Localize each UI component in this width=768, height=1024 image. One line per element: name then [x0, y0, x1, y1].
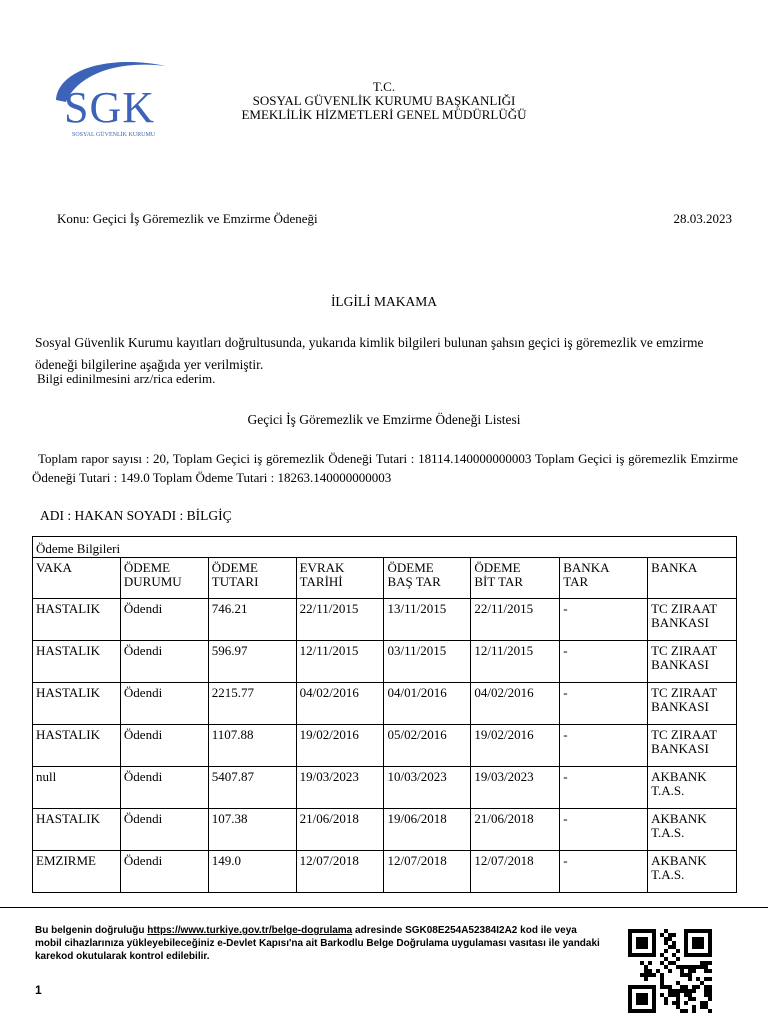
table-cell: Ödendi [120, 767, 208, 809]
table-cell: - [560, 599, 648, 641]
table-cell: Ödendi [120, 683, 208, 725]
table-cell: 596.97 [208, 641, 296, 683]
table-cell: - [560, 851, 648, 893]
table-cell: 19/03/2023 [296, 767, 384, 809]
page-number: 1 [35, 983, 42, 997]
table-cell: HASTALIK [33, 683, 121, 725]
bank-cell: TC ZIRAAT BANKASI [648, 641, 737, 683]
table-cell: 12/11/2015 [471, 641, 560, 683]
table-cell: 05/02/2016 [384, 725, 471, 767]
table-cell: 19/02/2016 [471, 725, 560, 767]
table-row [33, 851, 737, 893]
table-cell: 21/06/2018 [296, 809, 384, 851]
header-cell: ÖDEME DURUMU [120, 558, 208, 599]
table-cell: Ödendi [120, 725, 208, 767]
table-cell: 19/06/2018 [384, 809, 471, 851]
header-line-1: T.C. [372, 79, 396, 94]
table-caption: Ödeme Bilgileri [33, 537, 737, 558]
table-cell: 19/03/2023 [471, 767, 560, 809]
table-cell: Ödendi [120, 851, 208, 893]
bank-cell: TC ZIRAAT BANKASI [648, 725, 737, 767]
verification-app-name: Barkodlu Belge Doğrulama [320, 938, 449, 949]
verification-text: Bu belgenin doğruluğu https://www.turkiye.gov.tr/belge-dogrulama adresinde SGK08E254A52384I2A2 kod ile veya mobil cihazlarınıza yükleyebileceğiniz e-Devlet Kapısı'na ait Barkodlu Belge Doğrulama uygulaması vasıtası ile yandaki karekod okutularak kontrol edilebilir. [35, 925, 600, 962]
table-row [33, 809, 737, 851]
summary-text: Toplam rapor sayısı : 20, Toplam Geçici iş göremezlik Ödeneği Tutari : 18114.140000000003 Toplam Geçici iş göremezlik Emzirme Ödeneği Tutari : 149.0 Toplam Ödeme Tutari : 18263.140000000003 [32, 451, 738, 485]
table-cell: 10/03/2023 [384, 767, 471, 809]
table-cell: - [560, 641, 648, 683]
table-cell: 12/07/2018 [471, 851, 560, 893]
table-cell: 04/02/2016 [471, 683, 560, 725]
table-cell: 1107.88 [208, 725, 296, 767]
table-cell: HASTALIK [33, 725, 121, 767]
verification-url[interactable]: https://www.turkiye.gov.tr/belge-dogrulama [147, 925, 353, 936]
table-row [33, 725, 737, 767]
bank-cell: AKBANK T.A.S. [648, 851, 737, 893]
header-cell: VAKA [33, 558, 121, 599]
table-cell: - [560, 725, 648, 767]
table-cell: 12/07/2018 [384, 851, 471, 893]
qr-code-icon [626, 929, 714, 1013]
addressee: İLGİLİ MAKAMA [330, 294, 438, 309]
table-cell: - [560, 767, 648, 809]
table-header-row [33, 558, 737, 599]
table-cell: 04/02/2016 [296, 683, 384, 725]
bank-cell: TC ZIRAAT BANKASI [648, 683, 737, 725]
table-cell: - [560, 809, 648, 851]
table-row [33, 767, 737, 809]
table-cell: 746.21 [208, 599, 296, 641]
verification-code: SGK08E254A52384I2A2 [405, 925, 518, 936]
bank-cell: AKBANK T.A.S. [648, 767, 737, 809]
body-text: Sosyal Güvenlik Kurumu kayıtları doğrultusunda, yukarıda kimlik bilgileri bulunan şahsın geçici iş göremezlik ve emzirme ödeneği bilgilerine aşağıda yer verilmiştir. [35, 335, 704, 372]
footer-divider [0, 907, 768, 908]
table-cell: HASTALIK [33, 599, 121, 641]
table-cell: Ödendi [120, 641, 208, 683]
list-title: Geçici İş Göremezlik ve Emzirme Ödeneği Listesi [247, 412, 521, 427]
header-cell: ÖDEME BAŞ TAR [384, 558, 471, 599]
bank-cell: AKBANK T.A.S. [648, 809, 737, 851]
table-cell: 12/11/2015 [296, 641, 384, 683]
table-cell: 12/07/2018 [296, 851, 384, 893]
header-line-2: SOSYAL GÜVENLİK KURUMU BAŞKANLIĞI [252, 93, 516, 108]
table-cell: - [560, 683, 648, 725]
table-cell: 04/01/2016 [384, 683, 471, 725]
table-row [33, 683, 737, 725]
table-cell: 13/11/2015 [384, 599, 471, 641]
table-cell: Ödendi [120, 599, 208, 641]
table-cell: 22/11/2015 [471, 599, 560, 641]
table-row [33, 599, 737, 641]
table-cell: EMZIRME [33, 851, 121, 893]
table-cell: 5407.87 [208, 767, 296, 809]
table-cell: Ödendi [120, 809, 208, 851]
table-cell: HASTALIK [33, 809, 121, 851]
payment-table [32, 536, 737, 893]
table-cell: 107.38 [208, 809, 296, 851]
header-cell: BANKA [648, 558, 737, 599]
table-cell: 03/11/2015 [384, 641, 471, 683]
table-cell: null [33, 767, 121, 809]
header-cell: ÖDEME BİT TAR [471, 558, 560, 599]
logo-subtext: SOSYAL GÜVENLİK KURUMU [72, 132, 156, 138]
table-cell: 22/11/2015 [296, 599, 384, 641]
person-name: ADI : HAKAN SOYADI : BİLGİÇ [40, 508, 232, 523]
logo-text: SGK [64, 83, 156, 132]
request-text: Bilgi edinilmesini arz/rica ederim. [37, 371, 216, 386]
table-cell: 2215.77 [208, 683, 296, 725]
header-cell: ÖDEME TUTARI [208, 558, 296, 599]
header-line-3: EMEKLİLİK HİZMETLERİ GENEL MÜDÜRLÜĞÜ [241, 107, 527, 122]
table-row [33, 641, 737, 683]
header-cell: BANKA TAR [560, 558, 648, 599]
table-cell: 149.0 [208, 851, 296, 893]
header-cell: EVRAK TARİHİ [296, 558, 384, 599]
table-cell: HASTALIK [33, 641, 121, 683]
bank-cell: TC ZIRAAT BANKASI [648, 599, 737, 641]
subject-line: Konu: Geçici İş Göremezlik ve Emzirme Ödeneği [57, 211, 318, 226]
document-date: 28.03.2023 [673, 211, 732, 226]
document-header [0, 80, 768, 122]
table-cell: 21/06/2018 [471, 809, 560, 851]
table-cell: 19/02/2016 [296, 725, 384, 767]
